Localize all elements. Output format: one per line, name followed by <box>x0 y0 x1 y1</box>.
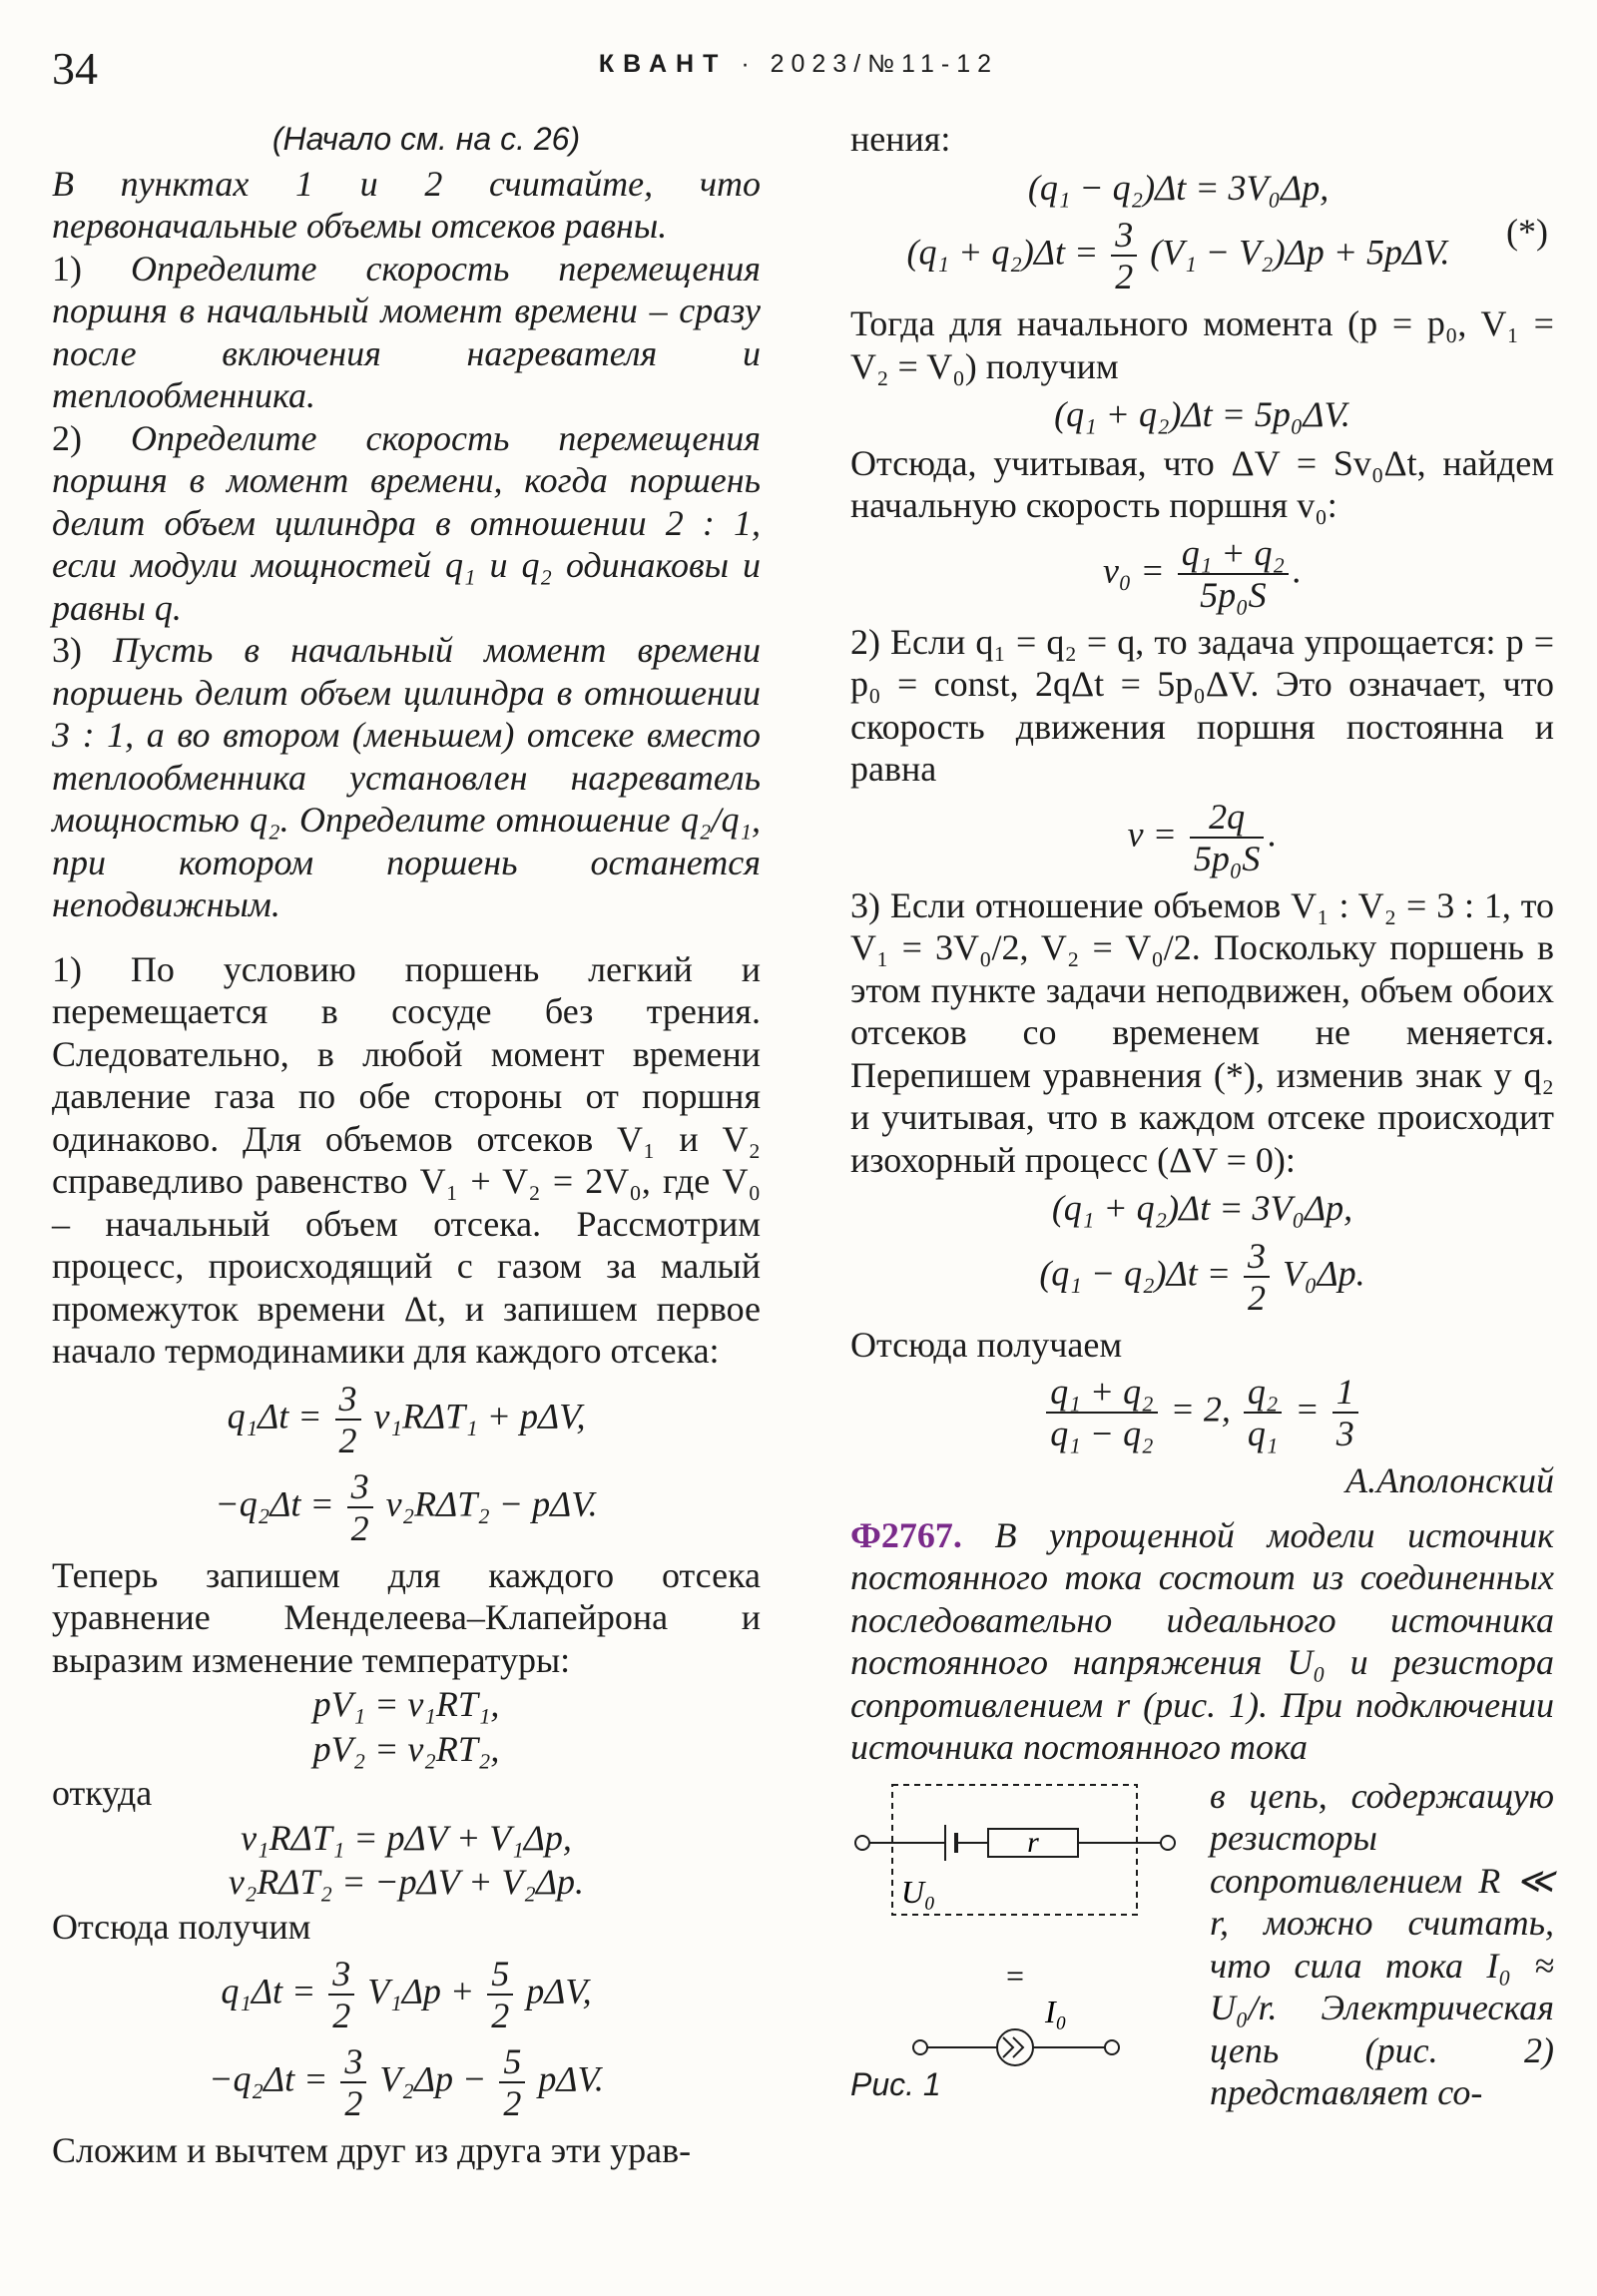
figure-1 <box>850 1775 1210 2114</box>
question-1-number: 1) <box>52 248 82 288</box>
equation-14: (q₁ + q₂)Δt = 3V₀Δp, <box>1051 1188 1353 1228</box>
source-label: U₀ <box>900 1873 936 1910</box>
author-signature: А.Аполонский <box>1345 1460 1554 1500</box>
continuation-word: нения: <box>850 119 951 159</box>
question-3-number: 3) <box>52 630 82 670</box>
equation-8: −q₂Δt = $\frac{3}{2}$ V₂Δp − $\frac{5}{2}$ pΔV. <box>209 2041 604 2123</box>
word-get: Отсюда получим <box>52 1906 311 1947</box>
right-paragraph-4: 3) Если отношение объемов V₁ : V₂ = 3 : 1, то V₁ = 3V₀/2, V₂ = V₀/2. Поскольку поршень в этом пункте задачи неподвижен, объем обоих отсеков со временем не меняется. Перепишем уравнения (*), изменив знак у q₂ и учитывая, что в каждом отсеке происходит изохорный процесс (ΔV = 0): <box>850 884 1554 1180</box>
terminal-right <box>1105 2040 1119 2054</box>
terminal-left <box>855 1836 869 1850</box>
equation-6: ν₂RΔT₂ = −pΔV + V₂Δp. <box>228 1862 585 1902</box>
equation-16: $\frac{\text{q₁ + q₂}}{\text{q₁ − q₂}}$ = 2, $\frac{\text{q₂}}{\text{q₁}}$ = $\frac{1}{3}$ <box>850 1372 1554 1453</box>
equation-9: (q₁ − q₂)Δt = 3V₀Δp, <box>1027 167 1330 208</box>
equation-1: q₁Δt = $\frac{3}{2}$ ν₁RΔT₁ + pΔV, <box>227 1378 586 1460</box>
equation-star-label: (*) <box>1506 211 1548 252</box>
resistor-label: r <box>1027 1825 1039 1859</box>
page-header <box>0 0 1597 110</box>
problem-id: Ф2767. <box>850 1514 962 1555</box>
equation-10: (q₁ + q₂)Δt = $\frac{3}{2}$ (V₁ − V₂)Δp + 5pΔV. <box>906 215 1450 296</box>
equation-13: v = $\frac{2q}{\text{5p₀S}}$ . <box>1127 796 1278 878</box>
right-paragraph-1: Тогда для начального момента (p = p₀, V₁ = V₂ = V₀) получим <box>850 303 1554 386</box>
question-2 <box>52 417 761 630</box>
solution-paragraph-3: Сложим и вычтем друг из друга эти урав- <box>52 2130 692 2170</box>
equation-15: (q₁ − q₂)Δt = $\frac{3}{2}$ V₀Δp. <box>1039 1235 1365 1318</box>
problem-text: В упрощенной модели источник постоянного тока состоит из соединенных последовательно идеального источника постоянного напряжения U₀ и резистора сопротивлением r (рис. 1). При подключении источника постоянного тока <box>850 1514 1554 1767</box>
terminal-right <box>1161 1836 1175 1850</box>
word-whence: откуда <box>52 1773 153 1813</box>
continuation-note: (Начало см. на с. 26) <box>271 121 581 157</box>
terminal-left <box>913 2040 927 2054</box>
question-3 <box>52 629 761 926</box>
equation-11: (q₁ + q₂)Δt = 5p₀ΔV. <box>1054 394 1350 434</box>
right-column <box>850 118 1554 2114</box>
current-direction-arrows <box>1003 2037 1023 2057</box>
page-number: 34 <box>52 43 98 94</box>
problem-intro: В пунктах 1 и 2 считайте, что первоначальные объемы отсеков равны. <box>52 163 761 246</box>
issue-label: · 2023/№11-12 <box>741 50 999 78</box>
solution-paragraph-1: 1) По условию поршень легкий и перемещается в сосуде без трения. Следовательно, в любой момент времени давление газа по обе стороны от поршня одинаково. Для объемов отсеков V₁ и V₂ справедливо равенство V₁ + V₂ = 2V₀, где V₀ – начальный объем отсека. Рассмотрим процесс, происходящий с газом за малый промежуток времени Δt, и запишем первое начало термодинамики для каждого отсека: <box>52 948 761 1371</box>
figure-caption: Рис. 1 <box>850 2066 941 2102</box>
word-thus: Отсюда получаем <box>850 1324 1123 1365</box>
running-head <box>0 50 1597 79</box>
figure-wrap <box>850 1775 1554 2114</box>
question-2-text: Определите скорость перемещения поршня в момент времени, когда поршень делит объем цилиндра в отношении 2 : 1, если модули мощностей q₁ и q₂ одинаковы и равны q. <box>52 417 761 628</box>
right-paragraph-2: Отсюда, учитывая, что ΔV = Sv₀Δt, найдем начальную скорость поршня v₀: <box>850 442 1554 525</box>
equation-system-star <box>850 161 1554 303</box>
equation-3: pV₁ = ν₁RT₁, <box>312 1684 500 1724</box>
question-2-number: 2) <box>52 417 82 458</box>
wrap-text: в цепь, содержащую резисторы сопротивлением R ≪ r, можно считать, что сила тока I₀ ≈ U₀/r. Электрическая цепь (рис. 2) представляет со- <box>1210 1775 1554 2112</box>
question-3-text: Пусть в начальный момент времени поршень делит объем цилиндра в отношении 3 : 1, а во втором (меньшем) отсеке вместо теплообменника установлен нагреватель мощностью q₂. Определите отношение q₂/q₁, при котором поршень останется неподвижным. <box>52 630 761 924</box>
circuit-diagram <box>850 1775 1210 2104</box>
current-label: I₀ <box>1045 1993 1067 2029</box>
question-1-text: Определите скорость перемещения поршня в начальный момент времени – сразу после включения нагревателя и теплообменника. <box>52 248 761 415</box>
equation-12: v₀ = $\frac{\text{q₁ + q₂}}{\text{5p₀S}}$ . <box>1102 532 1303 615</box>
problem-f2767 <box>850 1514 1554 1769</box>
equation-7: q₁Δt = $\frac{3}{2}$ V₁Δp + $\frac{5}{2}$ pΔV, <box>221 1954 592 2035</box>
equation-4: pV₂ = ν₂RT₂, <box>312 1728 500 1769</box>
equals-sign: = <box>1005 1957 1025 1994</box>
solution-paragraph-2: Теперь запишем для каждого отсека уравнение Менделеева–Клапейрона и выразим изменение температуры: <box>52 1554 761 1680</box>
question-1 <box>52 248 761 417</box>
right-paragraph-3: 2) Если q₁ = q₂ = q, то задача упрощается: p = p₀ = const, 2qΔt = 5p₀ΔV. Это означает, что скорость движения поршня постоянна и равна <box>850 621 1554 789</box>
left-column <box>52 118 761 2172</box>
equation-2: −q₂Δt = $\frac{3}{2}$ ν₂RΔT₂ − pΔV. <box>215 1465 598 1548</box>
equation-5: ν₁RΔT₁ = pΔV + V₁Δp, <box>241 1817 572 1858</box>
magazine-title: КВАНТ <box>598 50 728 78</box>
current-source-symbol <box>997 2029 1033 2065</box>
